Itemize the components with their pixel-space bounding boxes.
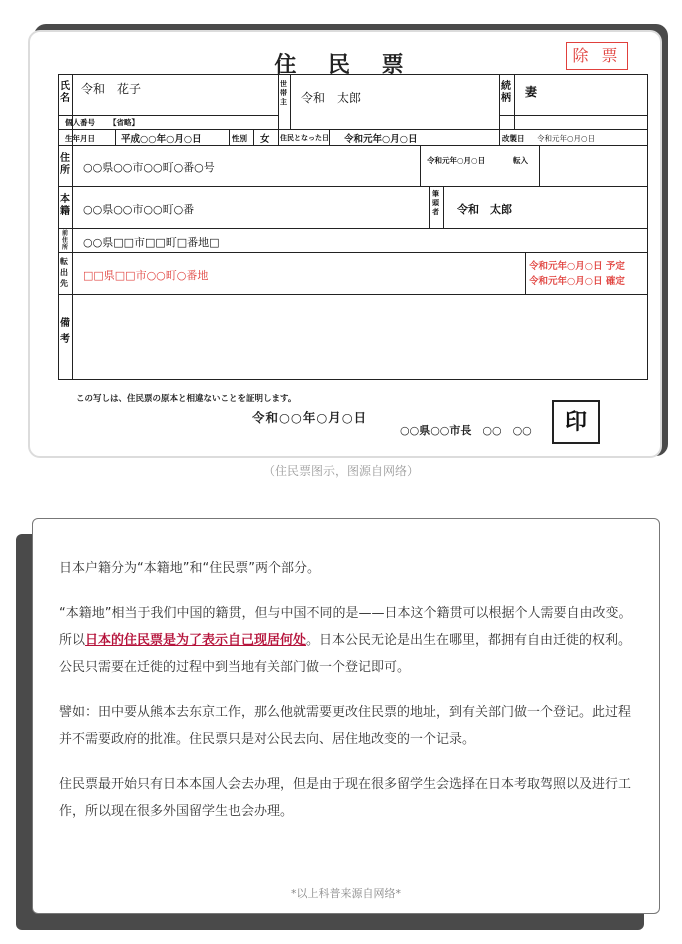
- paragraph-intro: 日本户籍分为“本籍地”和“住民票”两个部分。: [59, 561, 320, 576]
- mayor-name: ○○県○○市長 ○○ ○○: [400, 424, 532, 437]
- domicile-value: ○○県○○市○○町○番: [83, 203, 195, 216]
- paragraph-domicile-text-end: 。日本公民无论是出生在哪里，都拥有自由迁徙的权利。公民只需要在迁徙的过程中到当地有关部门做一个登记即可。: [59, 633, 632, 675]
- my-number-value: 【省略】: [109, 118, 139, 127]
- prev-address-value: ○○県□□市□□町□番地□: [83, 236, 220, 249]
- revision-label: 改製日: [502, 134, 525, 143]
- family-head-label: 筆 頭 者: [432, 189, 439, 216]
- moved-to-label: 転 出 先: [60, 256, 68, 288]
- birth-date-label: 生年月日: [65, 134, 95, 143]
- name-label: 氏 名: [60, 81, 70, 104]
- household-head-label: 世 帯 主: [280, 79, 287, 106]
- paragraph-example: 譬如：田中要从熊本去东京工作，那么他就需要更改住民票的地址，到有关部门做一个登记。此过程并不需要政府的批准。住民票只是对公民去向、居住地改变的一个记录。: [59, 705, 632, 747]
- certification-date: 令和○○年○月○日: [252, 410, 368, 425]
- paragraph-domicile-text: “本籍地”相当于我们中国的籍贯，但与中国不同的是——日本这个籍贯可以根据个人需要自由改变。所以: [59, 606, 632, 648]
- certification-note: この写しは、住民票の原本と相違ないことを証明します。: [76, 394, 297, 404]
- address-value: ○○県○○市○○町○番○号: [83, 161, 215, 174]
- remarks-label: 備 考: [60, 318, 70, 345]
- resident-name: 令和 花子: [81, 82, 142, 96]
- moved-confirmed-date: 令和元年○月○日 確定: [529, 276, 625, 287]
- paragraph-domicile: [59, 600, 633, 681]
- source-footnote: *以上科普来源自网络*: [291, 887, 401, 900]
- family-head: 令和 太郎: [457, 203, 512, 216]
- info-card: [32, 518, 660, 914]
- household-head: 令和 太郎: [301, 91, 362, 105]
- prev-address-label: 前 住 所: [62, 230, 69, 251]
- document-title: 住 民 票: [274, 52, 416, 78]
- revision-date: 令和元年○月○日: [537, 134, 596, 143]
- juminhyo-document-image: [28, 30, 662, 458]
- relation-value: 妻: [525, 85, 538, 99]
- resident-record-form: [58, 74, 648, 380]
- gender-value: 女: [260, 134, 270, 145]
- official-seal: 印: [552, 400, 600, 444]
- gender-label: 性別: [232, 134, 247, 143]
- move-in-date: 令和元年○月○日: [427, 156, 486, 165]
- moved-to-value: □□県□□市○○町○番地: [83, 269, 209, 282]
- emphasis-link[interactable]: 日本的住民票是为了表示自己现居何处: [85, 633, 307, 648]
- address-label: 住 所: [60, 153, 70, 176]
- moved-planned-date: 令和元年○月○日 予定: [529, 261, 625, 272]
- relation-label: 続 柄: [501, 81, 511, 104]
- resident-since-date: 令和元年○月○日: [344, 134, 418, 145]
- birth-date: 平成○○年○月○日: [121, 134, 202, 145]
- removed-stamp: 除 票: [566, 42, 628, 70]
- resident-since-label: 住民となった日: [280, 133, 329, 142]
- move-in-label: 転入: [513, 156, 528, 165]
- image-caption: （住民票图示，图源自网络）: [262, 464, 419, 478]
- paragraph-foreigners: 住民票最开始只有日本本国人会去办理，但是由于现在很多留学生会选择在日本考取驾照以及进行工作，所以现在很多外国留学生也会办理。: [59, 777, 632, 819]
- domicile-label: 本 籍: [60, 194, 70, 217]
- my-number-label: 個人番号: [65, 118, 95, 127]
